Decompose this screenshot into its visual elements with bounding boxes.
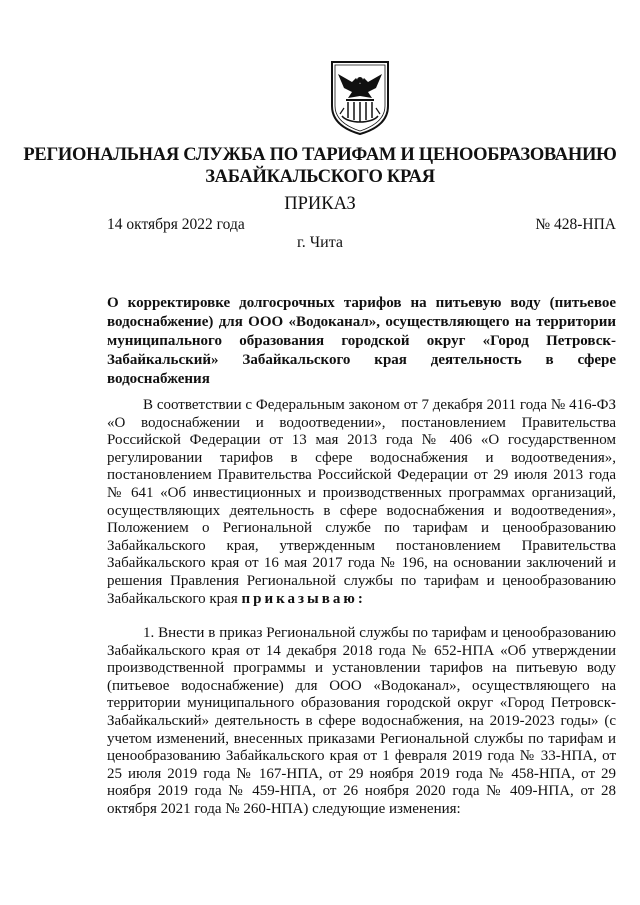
document-type: ПРИКАЗ [284,194,356,214]
paragraph-1-text: В соответствии с Федеральным законом от 7 декабря 2011 года № 416-ФЗ «О водоснабжении и водоотведении», постановлением Правительства Российской Федерации от 13 мая 2013 года № 406 «О государственном регулировании тарифов в сфере водоснабжения и водоотведения», постановлением Правительства Российской Федерации от 29 июля 2013 года № 641 «Об инвестиционных и производственных программах организаций, осуществляющих деятельность в сфере водоснабжения и водоотведения», Положением о Региональной службе по тарифам и ценообразованию Забайкальского края, утвержденным постановлением Правительства Забайкальского края от 16 мая 2017 года № 196, на основании заключений и решения Правления Региональной службы по тарифам и ценообразованию Забайкальского края [107,397,616,607]
document-date: 14 октября 2022 года [107,216,245,233]
body-paragraph-1 [107,397,616,608]
document-subject: О корректировке долгосрочных тарифов на питьевую воду (питьевое водоснабжение) для ООО «Водоканал», осуществляющего на территории муниципального образования городской округ «Город Петровск-Забайкальский» Забайкальского края деятельность в сфере водоснабжения [107,295,616,387]
document-city: г. Чита [296,234,343,251]
body-paragraph-2: 1. Внести в приказ Региональной службы по тарифам и ценообразованию Забайкальского края от 14 декабря 2018 года № 652-НПА «Об утверждении производственной программы и установлении тарифов на питьевую воду (питьевое водоснабжение) для ООО «Водоканал», осуществляющего на территории муниципального образования городской округ «Город Петровск-Забайкальский» деятельность в сфере водоснабжения, на 2019-2023 годы» (с учетом изменений, внесенных приказами Региональной службы по тарифам и ценообразованию Забайкальского края от 1 февраля 2019 года № 33-НПА, от 25 июля 2019 года № 167-НПА, от 29 ноября 2019 года № 458-НПА, от 29 ноября 2019 года № 459-НПА, от 26 ноября 2020 года № 409-НПА, от 28 октября 2021 года № 260-НПА) следующие изменения: [107,625,616,817]
organization-title: РЕГИОНАЛЬНАЯ СЛУЖБА ПО ТАРИФАМ И ЦЕНООБРАЗОВАНИЮ ЗАБАЙКАЛЬСКОГО КРАЯ [23,145,617,187]
coat-of-arms-emblem [328,60,392,136]
order-word: приказываю: [241,590,366,607]
document-number: № 428-НПА [535,216,616,233]
